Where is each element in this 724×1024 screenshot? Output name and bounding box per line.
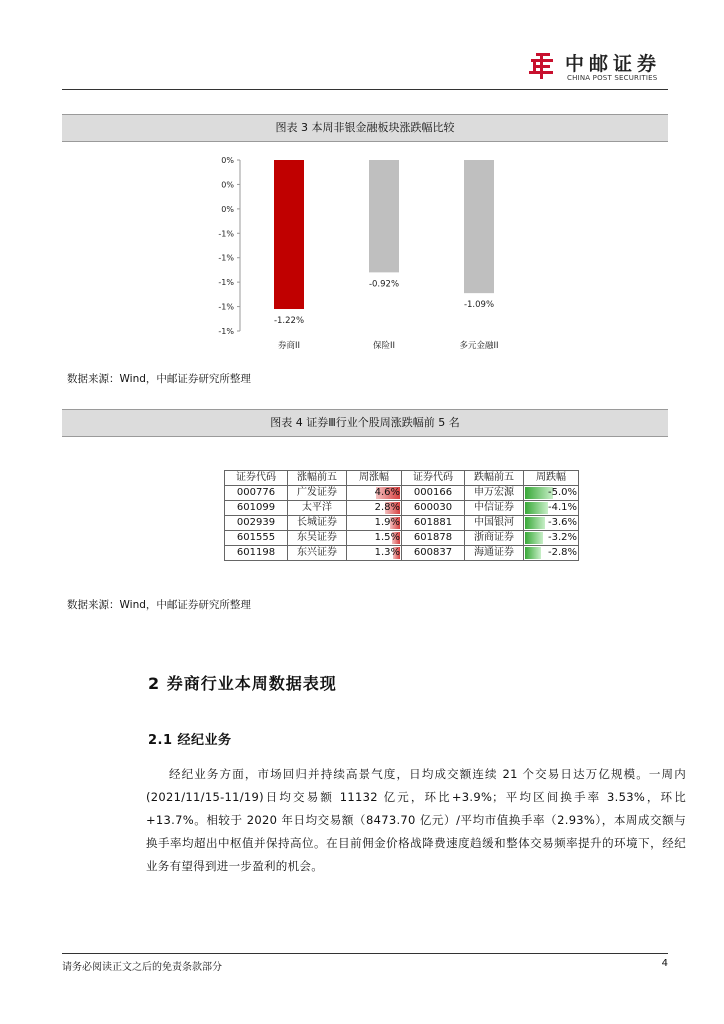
figure3-source: 数据来源：Wind，中邮证券研究所整理	[67, 373, 251, 385]
header-down-pct: 周跌幅	[524, 471, 579, 486]
y-tick-label: -1%	[218, 302, 234, 312]
up-pct-value: 1.5%	[374, 532, 400, 543]
bar-value-label: -1.22%	[273, 316, 305, 327]
y-tick-label: 0%	[221, 204, 234, 214]
footer-disclaimer: 请务必阅读正文之后的免责条款部分	[62, 962, 222, 973]
table-row	[225, 531, 579, 546]
up-name-cell: 东吴证券	[288, 531, 347, 546]
y-tick-label: -1%	[218, 278, 234, 288]
logo-chinese-name: 中邮证券	[565, 53, 662, 75]
header-down-name: 跌幅前五	[465, 471, 524, 486]
up-pct-cell	[347, 486, 402, 501]
down-pct-cell	[524, 516, 579, 531]
body-paragraph: 经纪业务方面，市场回归并持续高景气度，日均成交额连续 21 个交易日达万亿规模。一周内(2021/11/15-11/19)日均交易额 11132 亿元，环比+3.9%；平均区间换手率 3.53%，环比+13.7%。相较于 2020 年日均交易额（8473.70 亿元）/平均市值换手率（2.93%），本周成交额与换手率均超出中枢值并保持高位。在目前佣金价格战降费速度趋缓和整体交易频率提升的环境下，经纪业务有望得到进一步盈利的机会。	[146, 767, 686, 873]
down-name-cell: 中信证券	[465, 501, 524, 516]
down-code-cell: 000166	[402, 486, 465, 501]
down-pct-databar	[525, 547, 541, 559]
y-tick-label: 0%	[221, 180, 234, 190]
down-pct-value: -2.8%	[547, 547, 577, 558]
figure4-title: 图表 4 证券Ⅲ行业个股周涨跌幅前 5 名	[62, 409, 668, 437]
footer-divider	[62, 953, 668, 954]
down-name-cell: 中国银河	[465, 516, 524, 531]
x-category-label: 券商II	[277, 341, 301, 351]
up-pct-cell	[347, 501, 402, 516]
figure3-bar-chart	[210, 150, 530, 355]
down-name-cell: 浙商证券	[465, 531, 524, 546]
down-pct-cell	[524, 486, 579, 501]
table-row	[225, 501, 579, 516]
down-pct-value: -3.6%	[547, 517, 577, 528]
table-row	[225, 516, 579, 531]
header-down-code: 证券代码	[402, 471, 465, 486]
company-logo	[527, 47, 717, 87]
table-row	[225, 546, 579, 561]
page-number: 4	[661, 958, 668, 969]
up-pct-cell	[347, 531, 402, 546]
down-pct-databar	[525, 517, 545, 529]
down-pct-value: -5.0%	[547, 487, 577, 498]
down-pct-value: -4.1%	[547, 502, 577, 513]
down-pct-cell	[524, 531, 579, 546]
up-name-cell: 广发证券	[288, 486, 347, 501]
figure3-title: 图表 3 本周非银金融板块涨跌幅比较	[62, 114, 668, 142]
logo-english-name: CHINA POST SECURITIES	[567, 74, 658, 82]
down-code-cell: 601878	[402, 531, 465, 546]
down-pct-value: -3.2%	[547, 532, 577, 543]
up-code-cell: 601198	[225, 546, 288, 561]
down-pct-databar	[525, 502, 548, 514]
down-pct-cell	[524, 546, 579, 561]
up-pct-value: 2.8%	[374, 502, 400, 513]
body-paragraph-container	[146, 763, 686, 878]
figure4-source: 数据来源：Wind，中邮证券研究所整理	[67, 599, 251, 611]
down-pct-cell	[524, 501, 579, 516]
up-pct-cell	[347, 546, 402, 561]
y-tick-label: 0%	[221, 156, 234, 165]
up-name-cell: 长城证券	[288, 516, 347, 531]
china-post-logo-icon	[527, 51, 557, 81]
x-category-label: 保险II	[372, 341, 396, 351]
header-divider	[62, 89, 668, 90]
down-code-cell: 600837	[402, 546, 465, 561]
up-code-cell: 601555	[225, 531, 288, 546]
up-pct-cell	[347, 516, 402, 531]
section-heading: 2 券商行业本周数据表现	[148, 674, 337, 693]
y-tick-label: -1%	[218, 229, 234, 239]
header-up-name: 涨幅前五	[288, 471, 347, 486]
down-code-cell: 600030	[402, 501, 465, 516]
up-name-cell: 太平洋	[288, 501, 347, 516]
bar-0	[274, 160, 304, 309]
down-code-cell: 601881	[402, 516, 465, 531]
down-name-cell: 海通证券	[465, 546, 524, 561]
header-up-code: 证券代码	[225, 471, 288, 486]
table-row	[225, 486, 579, 501]
y-tick-label: -1%	[218, 253, 234, 263]
up-pct-value: 1.9%	[374, 517, 400, 528]
y-tick-label: -1%	[218, 327, 234, 336]
bar-2	[464, 160, 494, 293]
stock-performance-table	[224, 470, 579, 561]
up-code-cell: 601099	[225, 501, 288, 516]
up-name-cell: 东兴证券	[288, 546, 347, 561]
up-code-cell: 000776	[225, 486, 288, 501]
y-axis	[218, 156, 240, 336]
subsection-heading: 2.1 经纪业务	[148, 733, 232, 748]
down-name-cell: 申万宏源	[465, 486, 524, 501]
bar-value-label: -1.09%	[463, 300, 495, 311]
up-pct-value: 1.3%	[374, 547, 400, 558]
up-pct-value: 4.6%	[374, 487, 400, 498]
bar-1	[369, 160, 399, 272]
table-header-row	[225, 471, 579, 486]
header-up-pct: 周涨幅	[347, 471, 402, 486]
up-code-cell: 002939	[225, 516, 288, 531]
down-pct-databar	[525, 532, 543, 544]
bar-value-label: -0.92%	[368, 279, 400, 290]
x-category-label: 多元金融II	[459, 341, 499, 351]
